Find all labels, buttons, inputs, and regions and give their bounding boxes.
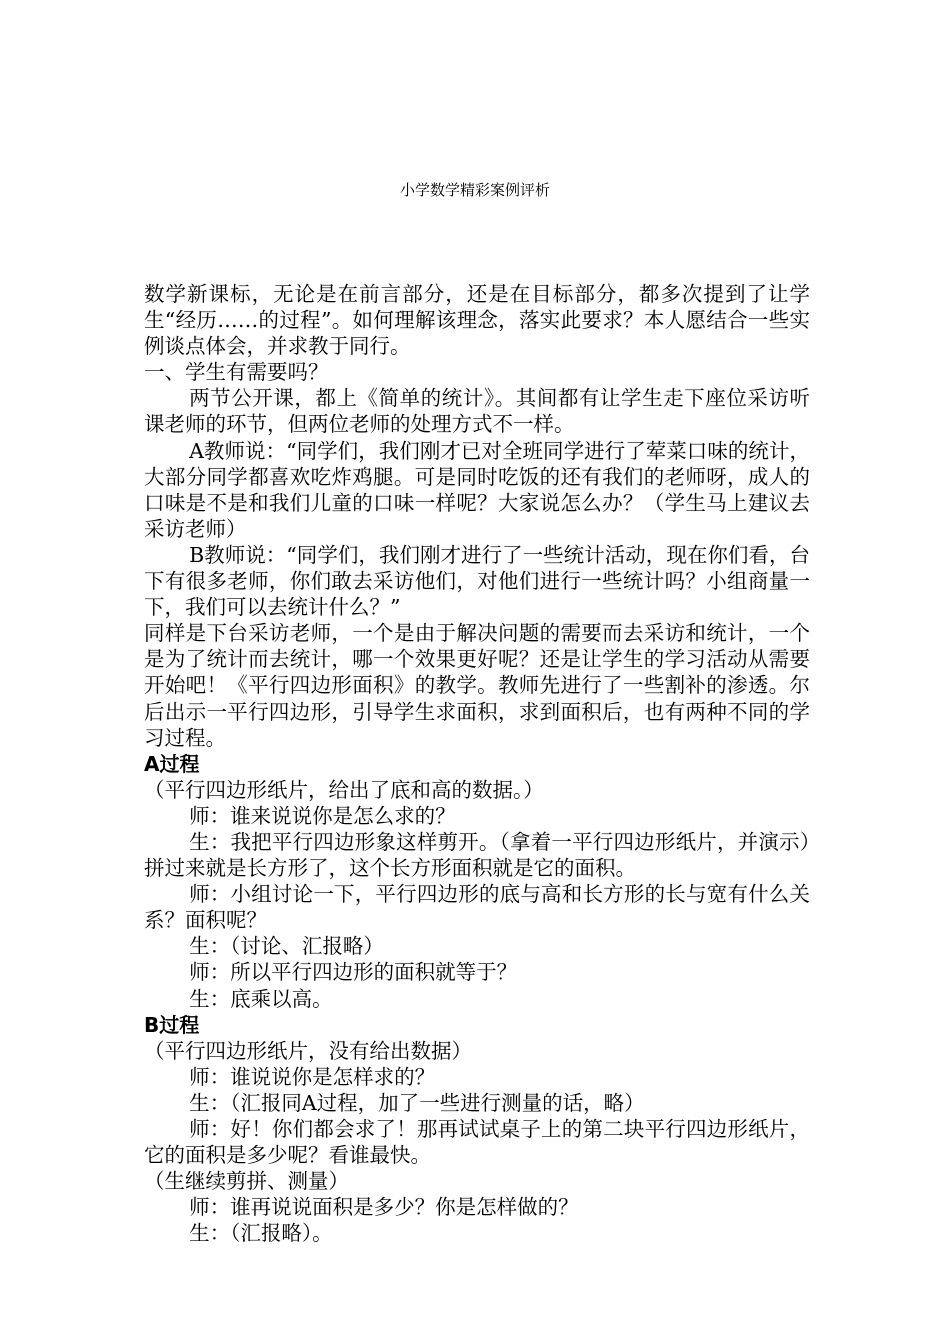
paragraph-teacher-b: B教师说：“同学们，我们刚才进行了一些统计活动，现在你们看，台下有很多老师，你们敢去采访他们，对他们进行一些统计吗？小组商量一下，我们可以去统计什么？” — [144, 542, 810, 620]
document-body — [144, 281, 810, 1246]
paragraph-comparison: 同样是下台采访老师，一个是由于解决问题的需要而去采访和统计，一个是为了统计而去统计，哪一个效果更好呢？还是让学生的学习活动从需要开始吧！《平行四边形面积》的教学。教师先进行了一些割补的渗透。尔后出示一平行四边形，引导学生求面积，求到面积后，也有两种不同的学习过程。 — [144, 621, 810, 750]
dialog-line: 生：（汇报同A过程，加了一些进行测量的话，略） — [189, 1090, 645, 1115]
note-continue: （生继续剪拼、测量） — [144, 1169, 349, 1194]
note-process-b: （平行四边形纸片，没有给出数据） — [144, 1038, 472, 1063]
document-title: 小学数学精彩案例评析 — [399, 181, 550, 199]
heading-process-a: A过程 — [144, 751, 200, 776]
paragraph-lessons: 两节公开课，都上《简单的统计》。其间都有让学生走下座位采访听课老师的环节，但两位老师的处理方式不一样。 — [144, 386, 810, 437]
heading-process-b: B过程 — [144, 1012, 200, 1037]
note-process-a: （平行四边形纸片，给出了底和高的数据。） — [144, 777, 544, 802]
dialog-line: 师：谁再说说面积是多少？你是怎样做的？ — [189, 1195, 579, 1220]
dialog-line: 生：底乘以高。 — [189, 986, 333, 1011]
dialog-line: 师：所以平行四边形的面积就等于？ — [189, 960, 518, 985]
dialog-line: 生：（汇报略）。 — [189, 1221, 333, 1246]
dialog-line: 师：好！你们都会求了！那再试试桌子上的第二块平行四边形纸片，它的面积是多少呢？看谁最快。 — [144, 1117, 810, 1168]
section-heading-1: 一、学生有需要吗？ — [144, 360, 329, 385]
dialog-line: 生：（讨论、汇报略） — [189, 934, 384, 959]
dialog-line: 师：谁来说说你是怎么求的？ — [189, 803, 456, 828]
intro-paragraph: 数学新课标，无论是在前言部分，还是在目标部分，都多次提到了让学生“经历……的过程”。如何理解该理念，落实此要求？本人愿结合一些实例谈点体会，并求教于同行。 — [144, 282, 810, 359]
dialog-line: 师：小组讨论一下，平行四边形的底与高和长方形的长与宽有什么关系？面积呢？ — [144, 882, 810, 933]
paragraph-teacher-a: A教师说：“同学们，我们刚才已对全班同学进行了荤菜口味的统计，大部分同学都喜欢吃炸鸡腿。可是同时吃饭的还有我们的老师呀，成人的口味是不是和我们儿童的口味一样呢？大家说怎么办？（学生马上建议去采访老师） — [144, 438, 810, 541]
dialog-line: 师：谁说说你是怎样求的？ — [189, 1064, 436, 1089]
dialog-line: 生：我把平行四边形象这样剪开。（拿着一平行四边形纸片，并演示）拼过来就是长方形了，这个长方形面积就是它的面积。 — [144, 829, 810, 881]
